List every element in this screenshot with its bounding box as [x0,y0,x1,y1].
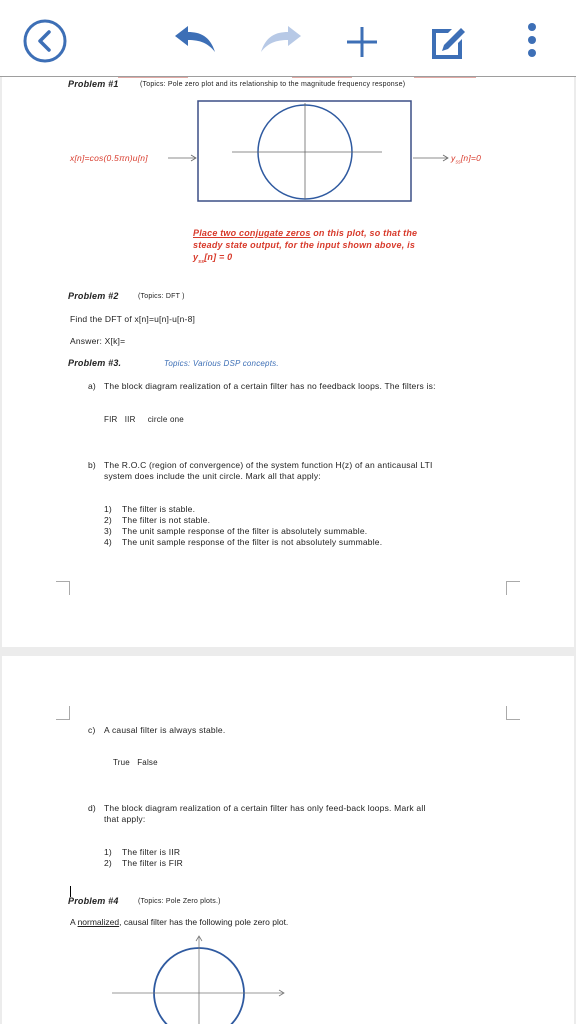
problem-4-topics: (Topics: Pole Zero plots.) [138,898,221,905]
item-d-line-1: The block diagram realization of a certain filter has only feed-back loops. Mark all [104,803,426,813]
problem-2-question: Find the DFT of x[n]=u[n]-u[n-8] [70,314,196,324]
instruction-sub: ss [198,258,205,265]
item-d-1-num: 1) [104,847,112,857]
redo-icon[interactable] [258,24,304,58]
problem-4-text-underlined: normalized [77,917,120,927]
margin-corner-mark [506,581,520,595]
problem-2-answer: Answer: X[k]= [70,336,126,346]
item-a-text: The block diagram realization of a certain filter has no feedback loops. The filters is: [104,381,436,391]
item-d-1-text[interactable]: The filter is IIR [122,847,181,857]
pole-zero-plot-2 [2,926,574,1024]
plus-icon[interactable] [344,24,380,60]
item-b-letter: b) [88,460,96,470]
output-sub: ss [455,159,461,166]
back-circle-icon[interactable] [22,18,68,64]
item-d-2-num: 2) [104,858,112,868]
item-b-line-1: The R.O.C (region of convergence) of the system function H(z) of an anticausal LTI [104,460,433,470]
output-y: y [451,153,456,163]
instruction-rest-2: [n] = 0 [204,252,233,262]
toolbar [0,0,576,77]
problem-1-heading: Problem #1 [68,79,119,89]
item-a-letter: a) [88,381,96,391]
problem-3-topics: Topics: Various DSP concepts. [164,359,279,368]
item-d-line-2: that apply: [104,814,146,824]
document-page-2[interactable] [2,656,574,1024]
item-b-line-2: system does include the unit circle. Mark all that apply: [104,471,321,481]
item-b-1-num: 1) [104,504,112,514]
output-signal-label [451,153,481,166]
problem-2-heading: Problem #2 [68,291,119,301]
instruction-line-3 [193,251,417,268]
item-d-2-text[interactable]: The filter is FIR [122,858,184,868]
item-b-2-text[interactable]: The filter is not stable. [122,515,211,525]
item-b-1-text[interactable]: The filter is stable. [122,504,196,514]
instruction-underlined: Place two conjugate zeros [193,228,311,238]
problem-4-text-a: A [70,917,78,927]
more-vertical-icon[interactable] [520,20,544,60]
item-b-3-text[interactable]: The unit sample response of the filter is absolutely summable. [122,526,368,536]
margin-corner-mark [506,706,520,720]
item-b-4-text[interactable]: The unit sample response of the filter is not absolutely summable. [122,537,383,547]
problem-4-heading: Problem #4 [68,896,119,906]
instruction-text [193,227,417,268]
problem-3-heading: Problem #3. [68,358,122,368]
margin-corner-mark [56,706,70,720]
input-signal-label: x[n]=cos(0.5πn)u[n] [70,153,148,163]
instruction-line-2: steady state output, for the input shown above, is [193,240,416,250]
item-c-options[interactable]: True False [113,758,158,767]
output-rest: [n]=0 [460,153,482,163]
edit-icon[interactable] [428,22,468,62]
problem-1-topics: (Topics: Pole zero plot and its relationship to the magnitude frequency response) [140,81,406,88]
item-d-letter: d) [88,803,96,813]
undo-icon[interactable] [172,24,218,58]
item-b-4-num: 4) [104,537,112,547]
instruction-y: y [193,252,199,262]
item-b-2-num: 2) [104,515,112,525]
problem-2-topics: (Topics: DFT ) [138,293,185,300]
instruction-rest: on this plot, so that the [310,228,418,238]
margin-corner-mark [56,581,70,595]
document-page-1[interactable] [2,77,574,647]
item-b-3-num: 3) [104,526,112,536]
problem-4-text-rest: , causal filter has the following pole zero plot. [119,917,289,927]
item-c-letter: c) [88,725,96,735]
item-c-text: A causal filter is always stable. [104,725,226,735]
item-a-options[interactable]: FIR IIR circle one [104,415,184,424]
